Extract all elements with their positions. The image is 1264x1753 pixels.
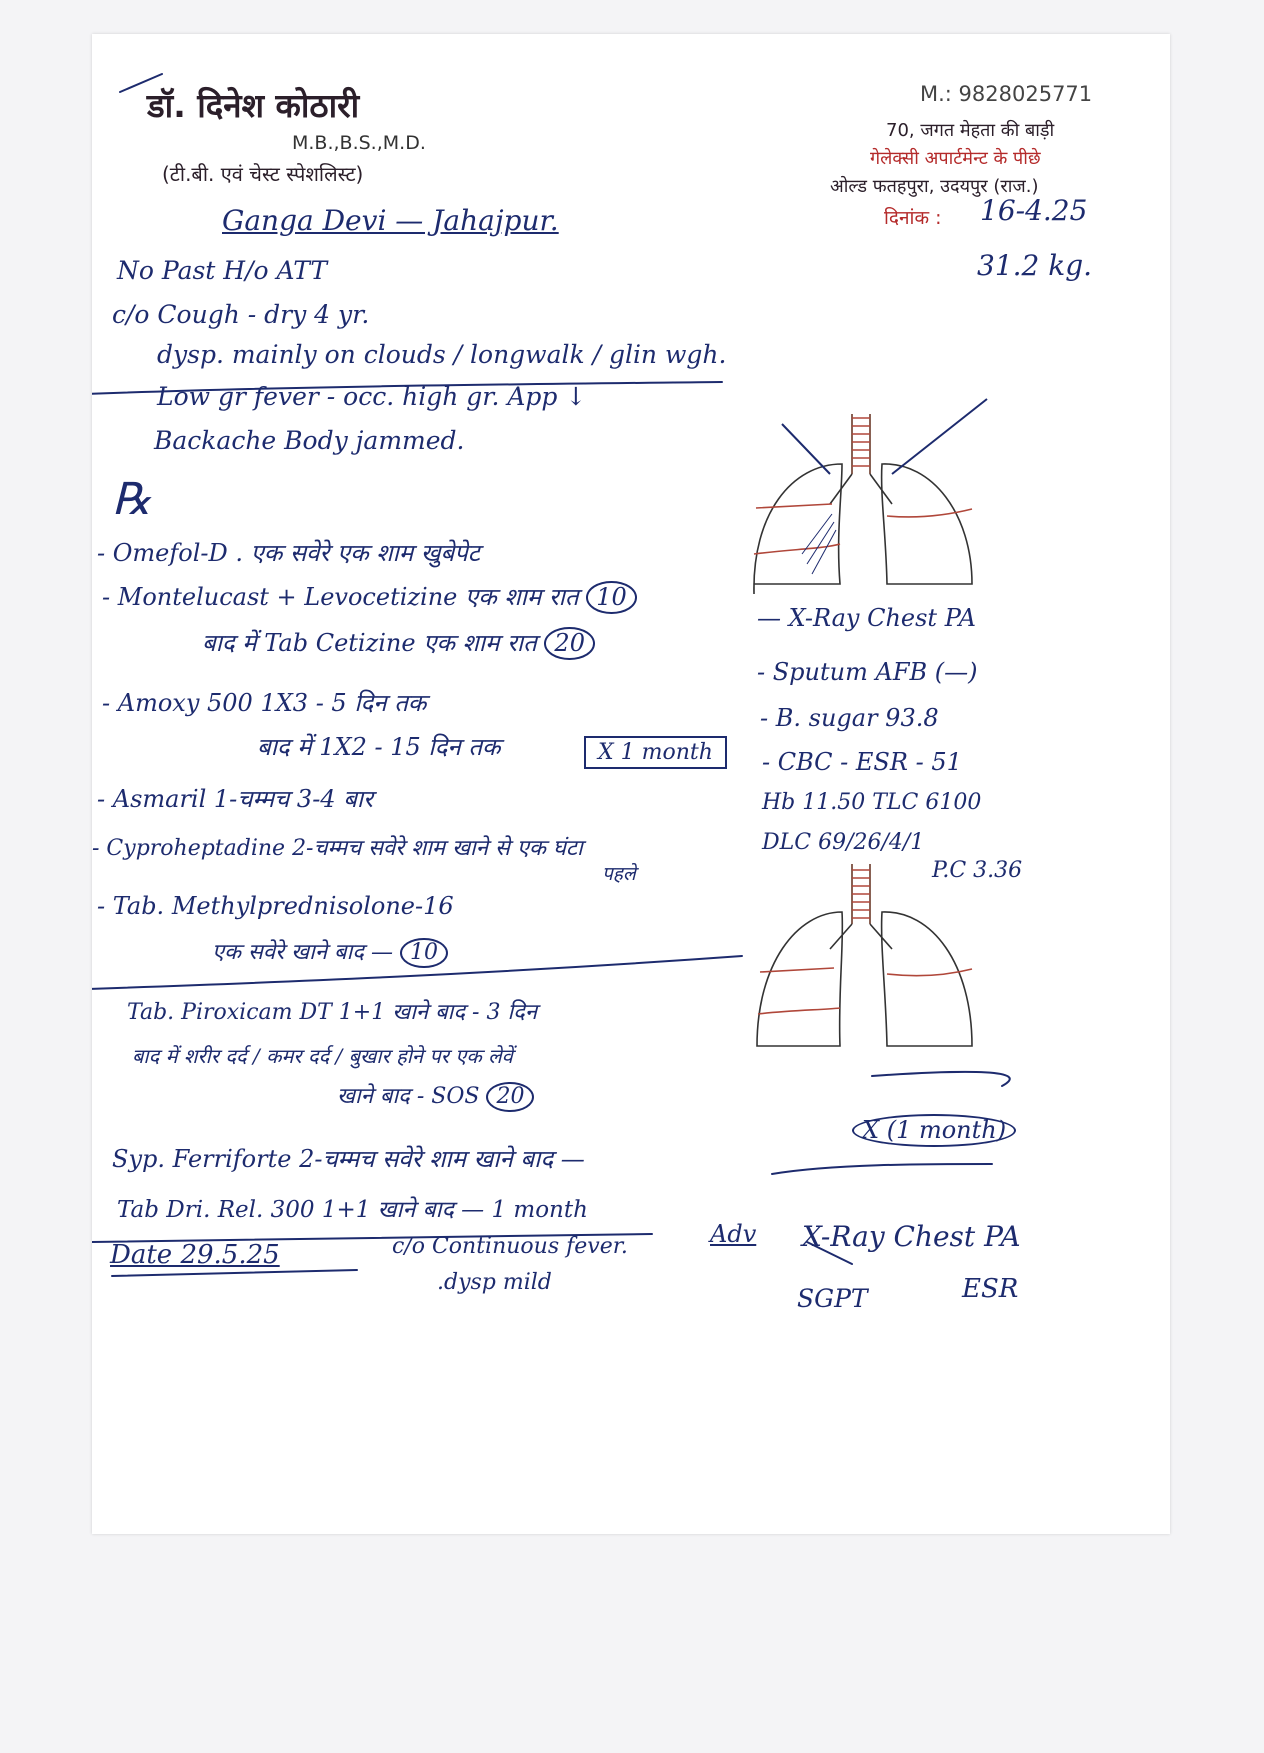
history-separator [92,382,722,394]
duration-box: X 1 month [584,736,727,769]
followup-test-esr: ESR [962,1274,1019,1304]
quantity-circle: 20 [544,627,595,660]
lung-diagram-lower [757,864,972,1046]
history-line: No Past H/o ATT [117,256,328,285]
medication-line: - Amoxy 500 1X3 - 5 दिन तक [102,689,427,717]
history-line: c/o Cough - dry 4 yr. [112,300,370,329]
doctor-mobile: M.: 9828025771 [920,82,1093,106]
investigation-line: - B. sugar 93.8 [760,704,939,732]
followup-test-sgpt: SGPT [797,1284,868,1313]
visit-date: 16-4.25 [980,194,1088,227]
adv-strike [807,1242,852,1264]
date-underline [112,1270,357,1276]
drawing-layer [92,34,1170,1534]
quantity-circle: 10 [400,938,448,968]
history-line: Backache Body jammed. [154,426,465,455]
rx-separator [92,956,742,989]
history-line: dysp. mainly on clouds / longwalk / glin wgh. [157,340,727,369]
prescription-paper [92,34,1170,1534]
followup-complaint: .dysp mild [437,1270,552,1295]
medication-text: खाने बाद - SOS [337,1084,480,1109]
medication-line: - Tab. Methylprednisolone-16 [97,892,454,920]
medication-line: पहले [602,863,636,885]
investigation-line: P.C 3.36 [932,858,1023,883]
investigation-line: - CBC - ESR - 51 [762,748,962,776]
doctor-name: डॉ. दिनेश कोठारी [147,86,360,125]
patient-weight: 31.2 kg. [977,249,1093,282]
duration-text: X (1 month) [852,1114,1016,1147]
medication-text: - Montelucast + Levocetizine एक शाम रात [102,583,579,611]
medication-line: Tab Dri. Rel. 300 1+1 खाने बाद — 1 month [117,1197,588,1223]
quantity-circle: 10 [586,581,637,614]
medication-line: - Omefol-D . एक सवेरे एक शाम खुबेपेट [97,539,480,567]
rx-symbol: ℞ [112,474,152,525]
doctor-degrees: M.B.,B.S.,M.D. [292,132,426,154]
patient-name: Ganga Devi — Jahajpur. [222,204,559,237]
investigation-line: Hb 11.50 TLC 6100 [762,790,982,815]
history-line: Low gr fever - occ. high gr. App ↓ [157,382,587,411]
medication-text: एक सवेरे खाने बाद — [212,940,393,965]
medication-line: Syp. Ferriforte 2-चम्मच सवेरे शाम खाने बाद — [112,1145,585,1173]
lung-diagram-upper [754,399,987,594]
advice-label: Adv [710,1220,757,1248]
medication-text: बाद में Tab Cetizine एक शाम रात [202,629,537,657]
quantity-circle: 20 [486,1082,534,1112]
followup-test-xray: X-Ray Chest PA [802,1220,1021,1253]
address-line-1: 70, जगत मेहता की बाड़ी [886,120,1055,141]
date-label: दिनांक : [884,207,942,229]
medication-line: Tab. Piroxicam DT 1+1 खाने बाद - 3 दिन [127,1000,538,1025]
ferriforte-underline [872,1072,1010,1086]
investigation-line: - Sputum AFB (—) [757,658,978,686]
investigation-line: — X-Ray Chest PA [757,604,976,632]
header-pen-stroke [120,74,162,92]
medication-line: बाद में 1X2 - 15 दिन तक [257,733,501,761]
ferriforte-link [772,1164,992,1174]
doctor-specialty: (टी.बी. एवं चेस्ट स्पेशलिस्ट) [162,162,364,186]
medication-line: - Cyproheptadine 2-चम्मच सवेरे शाम खाने से एक घंटा [92,836,583,861]
investigation-line: DLC 69/26/4/1 [762,830,925,855]
address-line-2: गेलेक्सी अपार्टमेन्ट के पीछे [870,148,1041,169]
followup-date: Date 29.5.25 [110,1240,280,1270]
address-line-3: ओल्ड फतहपुरा, उदयपुर (राज.) [830,176,1039,197]
medication-line: बाद में शरीर दर्द / कमर दर्द / बुखार होने पर एक लेवें [132,1044,513,1068]
medication-line: - Asmaril 1-चम्मच 3-4 बार [97,785,373,813]
followup-complaint: c/o Continuous fever. [392,1234,628,1259]
followup-separator [92,1234,652,1242]
